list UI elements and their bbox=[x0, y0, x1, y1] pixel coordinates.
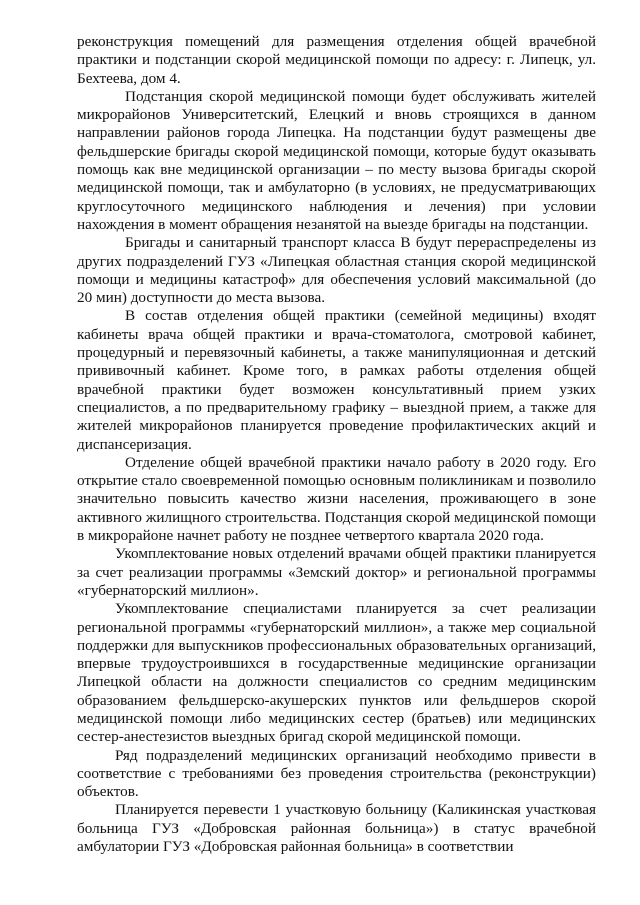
paragraph-bring-into-compliance: Ряд подразделений медицинских организаций необходимо привести в соответствие с требованиями без проведения строительства (реконструкции) объектов. bbox=[77, 746, 596, 801]
paragraph-ambulance-substation: Подстанция скорой медицинской помощи будет обслуживать жителей микрорайонов Университетский, Елецкий и вновь строящихся в данном направлении районов города Липецка. На подстанции будут размещены две фельдшерские бригады скорой медицинской помощи, которые будут оказывать помощь как вне медицинской организации – по месту вызова бригады скорой медицинской помощи, так и амбулаторно (в условиях, не предусматривающих круглосуточного медицинского наблюдения и лечения) при условии нахождения в момент обращения незанятой на выезде бригады на подстанции. bbox=[77, 87, 596, 233]
paragraph-general-practice-structure: В состав отделения общей практики (семейной медицины) входят кабинеты врача общей практики и врача-стоматолога, смотровой кабинет, процедурный и перевязочный кабинеты, а также манипуляционная и детский прививочный кабинет. Кроме того, в рамках работы отделения общей врачебной практики будет возможен консультативный прием узких специалистов, а по предварительному графику – выездной прием, а также для жителей микрорайонов планируется проведение профилактических акций и диспансеризация. bbox=[77, 307, 596, 453]
paragraph-practice-opening: Отделение общей врачебной практики начало работу в 2020 году. Его открытие стало своевременной помощью основным поликлиникам и позволило значительно повысить качество жизни населения, проживающего в зоне активного жилищного строительства. Подстанция скорой медицинской помощи в микрорайоне начнет работу не позднее четвертого квартала 2020 года. bbox=[77, 453, 596, 545]
document-page bbox=[77, 33, 596, 856]
paragraph-staffing-specialists: Укомплектование специалистами планируется за счет реализации региональной программы «губернаторский миллион», а также мер социальной поддержки для выпускников профессиональных образовательных организаций, впервые трудоустроившихся в государственные медицинские организации Липецкой области на должности специалистов со средним медицинским образованием фельдшерско-акушерских пунктов или фельдшеров скорой медицинской помощи либо медицинских сестер (братьев) или медицинских сестер-анестезистов выездных бригад скорой медицинской помощи. bbox=[77, 600, 596, 746]
paragraph-reconstruction-address: реконструкция помещений для размещения отделения общей врачебной практики и подстанции скорой медицинской помощи по адресу: г. Липецк, ул. Бехтеева, дом 4. bbox=[77, 33, 596, 87]
paragraph-brigades-transport: Бригады и санитарный транспорт класса В будут перераспределены из других подразделений ГУЗ «Липецкая областная станция скорой медицинской помощи и медицины катастроф» для обеспечения условий максимальной (до 20 мин) доступности до места вызова. bbox=[77, 234, 596, 307]
paragraph-hospital-transfer: Планируется перевести 1 участковую больницу (Каликинская участковая больница ГУЗ «Добровская районная больница») в статус врачебной амбулатории ГУЗ «Добровская районная больница» в соответствии bbox=[77, 801, 596, 856]
paragraph-staffing-doctors: Укомплектование новых отделений врачами общей практики планируется за счет реализации программы «Земский доктор» и региональной программы «губернаторский миллион». bbox=[77, 545, 596, 599]
